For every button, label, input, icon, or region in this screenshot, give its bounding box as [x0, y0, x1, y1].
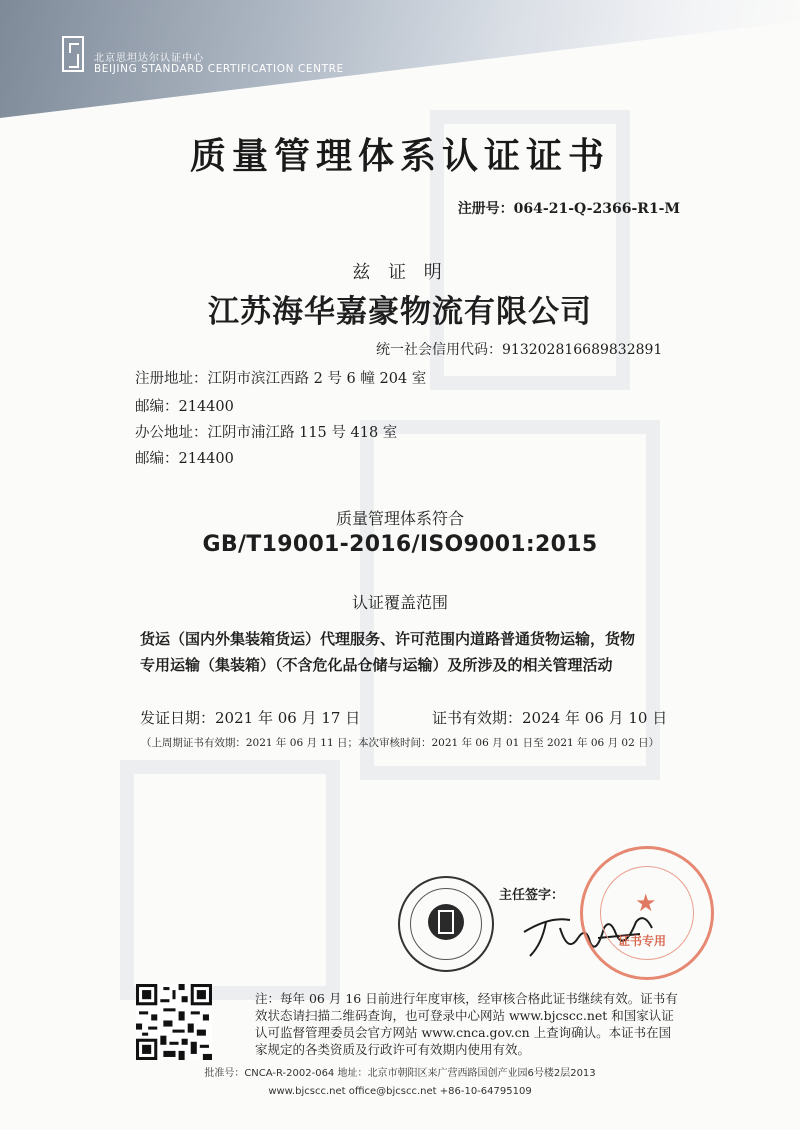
standard-code: GB/T19001-2016/ISO9001:2015 — [202, 532, 598, 557]
signature-label: 主任签字： — [499, 888, 565, 903]
red-seal-star-icon: ★ — [635, 889, 657, 917]
footer-approval-address: 批准号：CNCA-R-2002-064 地址：北京市朝阳区来广营西路国创产业园6号楼2层2013 — [204, 1068, 596, 1079]
org-name-en: BEIJING STANDARD CERTIFICATION CENTRE — [94, 63, 344, 75]
scope-line: 专用运输（集装箱）（不含危化品仓储与运输）及所涉及的相关管理活动 — [140, 656, 613, 674]
issue-date: 发证日期：2021 年 06 月 17 日 — [140, 709, 361, 727]
scope-line: 货运（国内外集装箱货运）代理服务、许可范围内道路普通货物运输，货物 — [140, 630, 636, 648]
certify-heading: 兹 证 明 — [352, 262, 448, 283]
watermark-block — [120, 760, 340, 1000]
scope-heading: 认证覆盖范围 — [351, 593, 448, 612]
company-name: 江苏海华嘉豪物流有限公司 — [208, 294, 592, 330]
registered-address: 注册地址：江阴市滨江西路 2 号 6 幢 204 室 — [135, 371, 427, 387]
office-postcode: 邮编：214400 — [135, 451, 234, 467]
validity-note: 注：每年 06 月 16 日前进行年度审核，经审核合格此证书继续有效。证书有效状态请扫描二维码查询，也可登录中心网站 www.bjcscc.net 和国家认证认可监督管理委员会官方网站 www.cnca.gov.cn 上查询确认。本证书在国家规定的各类资质及行政许可有效期内使用有效。 — [255, 991, 678, 1057]
bscc-logo-icon — [62, 36, 84, 72]
org-name-cn: 北京思坦达尔认证中心 — [94, 53, 204, 64]
registration-number: 注册号：064-21-Q-2366-R1-M — [457, 201, 680, 217]
seal-logo-icon — [438, 910, 454, 934]
standard-intro: 质量管理体系符合 — [335, 509, 464, 528]
registered-postcode: 邮编：214400 — [135, 399, 234, 415]
credit-code: 统一社会信用代码：913202816689832891 — [376, 342, 663, 358]
office-address: 办公地址：江阴市浦江路 115 号 418 室 — [135, 425, 398, 441]
certificate-title: 质量管理体系认证证书 — [189, 135, 610, 177]
valid-until: 证书有效期：2024 年 06 月 10 日 — [432, 709, 668, 727]
scope-text — [140, 626, 680, 678]
qr-code-icon[interactable] — [136, 984, 212, 1060]
red-seal-center-text: 证书专用 — [618, 934, 667, 948]
previous-cycle: （上周期证书有效期：2021 年 06 月 11 日；本次审核时间：2021 年 06 月 01 日至 2021 年 06 月 02 日） — [140, 737, 660, 749]
footer-contact: www.bjcscc.net office@bjcscc.net +86-10-64795109 — [268, 1086, 532, 1097]
